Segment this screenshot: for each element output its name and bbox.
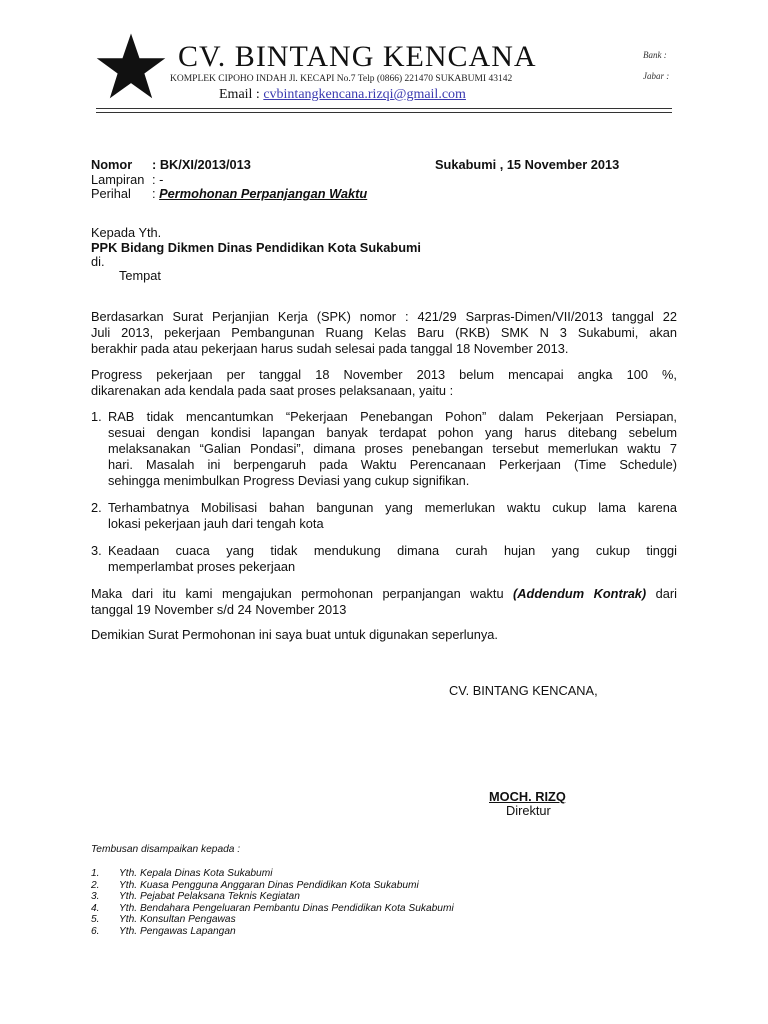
list-line: lokasi pekerjaan jauh dari tengah kota [108, 516, 324, 531]
perihal-row [91, 186, 367, 202]
paragraph-line: Progress pekerjaan per tanggal 18 November 2013 belum mencapai angka 100 %, [91, 367, 677, 382]
addendum-post: dari [646, 586, 677, 601]
addendum-bold: (Addendum Kontrak) [513, 586, 647, 601]
nomor-label: Nomor [91, 157, 133, 172]
list-item [91, 409, 677, 489]
side-note-bank: Bank : [643, 50, 667, 60]
company-address: KOMPLEK CIPOHO INDAH Jl. KECAPI No.7 Telp (0866) 221470 SUKABUMI 43142 [170, 74, 513, 84]
email-link[interactable]: cvbintangkencana.rizqi@gmail.com [263, 87, 466, 102]
paragraph-closing: Demikian Surat Permohonan ini saya buat untuk digunakan seperlunya. [91, 627, 498, 642]
cc-item: 4. Yth. Bendahara Pengeluaran Pembantu Dinas Pendidikan Kota Sukabumi [91, 902, 454, 914]
company-email [219, 87, 466, 103]
nomor-value: : BK/XI/2013/013 [152, 157, 251, 172]
letterhead-divider [96, 108, 672, 109]
perihal-value: Permohonan Perpanjangan Waktu [159, 186, 368, 201]
recipient-name: PPK Bidang Dikmen Dinas Pendidikan Kota Sukabumi [91, 240, 421, 255]
addendum-pre: Maka dari itu kami mengajukan permohonan perpanjangan waktu [91, 586, 514, 601]
paragraph-line: Berdasarkan Surat Perjanjian Kerja (SPK) nomor : 421/29 Sarpras-Dimen/VII/2013 tanggal 22 [91, 309, 677, 324]
paragraph-progress [91, 367, 677, 399]
list-line: sesuai dengan kondisi lapangan banyak terdapat pohon yang harus ditebang sebelum [108, 425, 677, 440]
list-number: 3. [91, 543, 102, 558]
cc-item: 6. Yth. Pengawas Lapangan [91, 925, 236, 937]
signature-name: MOCH. RIZQ [489, 789, 566, 804]
letterhead-divider-thin [96, 112, 672, 113]
paragraph-line: berakhir pada atau pekerjaan harus sudah selesai pada tanggal 18 November 2013. [91, 341, 569, 356]
recipient-greeting: Kepada Yth. [91, 225, 162, 240]
list-line: Terhambatnya Mobilisasi bahan bangunan yang memerlukan waktu cukup lama karena [108, 500, 677, 515]
star-logo-icon [95, 32, 167, 104]
email-label: Email : [219, 87, 264, 102]
cc-item: 2. Yth. Kuasa Pengguna Anggaran Dinas Pendidikan Kota Sukabumi [91, 879, 419, 891]
paragraph-addendum [91, 586, 677, 618]
list-line: Keadaan cuaca yang tidak mendukung dimana curah hujan yang cukup tinggi [108, 543, 677, 558]
place-date: Sukabumi , 15 November 2013 [435, 157, 620, 172]
paragraph-line: tanggal 19 November s/d 24 November 2013 [91, 602, 347, 617]
recipient-di: di. [91, 254, 105, 269]
perihal-colon: : [152, 186, 160, 201]
list-item [91, 543, 677, 575]
list-item [91, 500, 677, 532]
cc-heading: Tembusan disampaikan kepada : [91, 844, 241, 855]
list-number: 2. [91, 500, 102, 515]
list-number: 1. [91, 409, 102, 424]
list-line: melaksanakan “Galian Pondasi”, dimana proses penebangan tersebut memerlukan waktu 7 [108, 441, 677, 456]
paragraph-line: Juli 2013, pekerjaan Pembangunan Ruang Kelas Baru (RKB) SMK N 3 Sukabumi, akan [91, 325, 677, 340]
list-line: RAB tidak mencantumkan “Pekerjaan Penebangan Pohon” dalam Pekerjaan Persiapan, [108, 409, 677, 424]
list-line: sehingga menimbulkan Progress Deviasi yang cukup signifikan. [108, 473, 470, 488]
company-name: CV. BINTANG KENCANA [178, 40, 537, 73]
paragraph-line [91, 586, 677, 602]
cc-list [91, 868, 454, 938]
cc-item: 3. Yth. Pejabat Pelaksana Teknis Kegiatan [91, 891, 300, 903]
paragraph-spk [91, 309, 677, 357]
side-note-jabar: Jabar : [643, 71, 670, 81]
list-line: hari. Masalah ini berpengaruh pada Waktu Perencanaan Perkerjaan (Time Schedule) [108, 457, 677, 472]
paragraph-line: dikarenakan ada kendala pada saat proses pelaksanaan, yaitu : [91, 383, 454, 398]
perihal-label: Perihal [91, 186, 131, 201]
list-line: memperlambat proses pekerjaan [108, 559, 296, 574]
cc-item: 1. Yth. Kepala Dinas Kota Sukabumi [91, 868, 273, 879]
signature-title: Direktur [506, 803, 551, 818]
nomor-row [91, 157, 251, 173]
signature-company: CV. BINTANG KENCANA, [449, 683, 598, 698]
lampiran-value: : - [152, 172, 164, 187]
cc-item: 5. Yth. Konsultan Pengawas [91, 914, 236, 926]
lampiran-label: Lampiran [91, 172, 145, 187]
recipient-place: Tempat [119, 268, 161, 283]
